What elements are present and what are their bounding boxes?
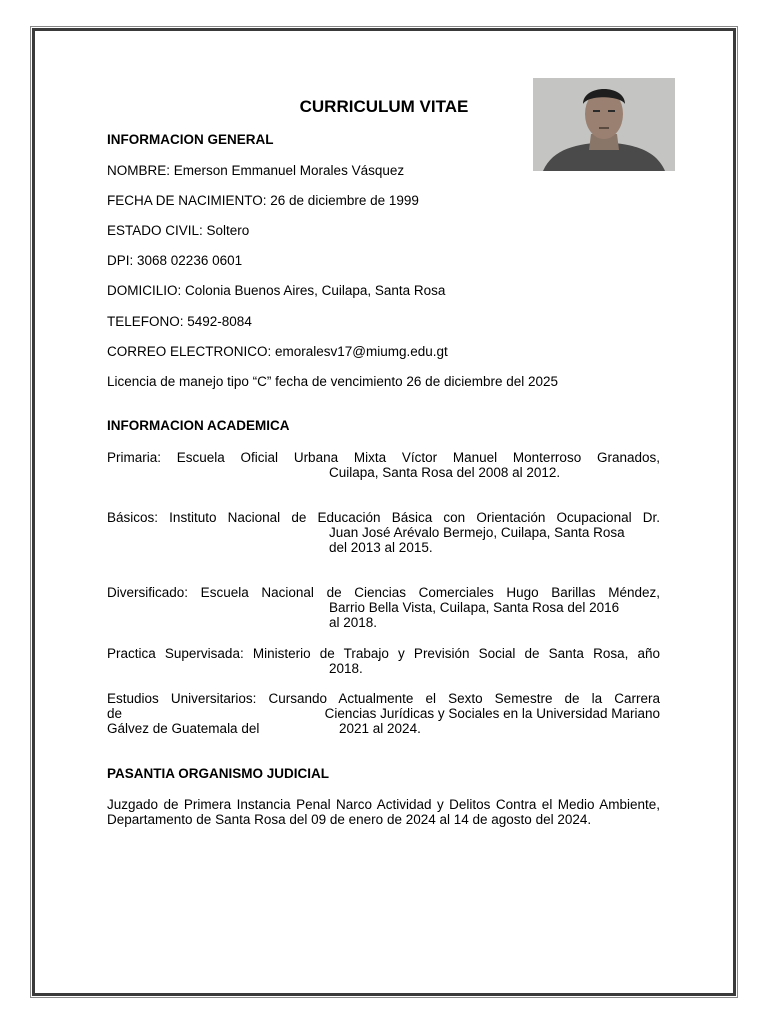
diversificado-line-2: Barrio Bella Vista, Cuilapa, Santa Rosa del 2016 — [329, 600, 620, 615]
practica-entry — [107, 646, 660, 676]
basicos-line-2: Juan José Arévalo Bermejo, Cuilapa, Santa Rosa — [329, 525, 625, 540]
civil-status-line: ESTADO CIVIL: Soltero — [107, 223, 250, 238]
pasantia-heading: PASANTIA ORGANISMO JUDICIAL — [107, 766, 330, 781]
primaria-entry — [107, 450, 660, 480]
email-line: CORREO ELECTRONICO: emoralesv17@miumg.edu.gt — [107, 344, 448, 359]
primaria-line-1: Primaria: Escuela Oficial Urbana Mixta Víctor Manuel Monterroso Granados, — [107, 450, 660, 465]
diversificado-entry — [107, 585, 660, 630]
universitarios-line-3a: Gálvez de Guatemala del — [107, 721, 260, 736]
diversificado-line-1: Diversificado: Escuela Nacional de Ciencias Comerciales Hugo Barillas Méndez, — [107, 585, 660, 600]
universitarios-entry — [107, 691, 660, 736]
universitarios-line-1: Estudios Universitarios: Cursando Actualmente el Sexto Semestre de la Carrera — [107, 691, 660, 706]
academic-heading: INFORMACION ACADEMICA — [107, 418, 290, 433]
license-line: Licencia de manejo tipo “C” fecha de vencimiento 26 de diciembre del 2025 — [107, 374, 559, 389]
universitarios-line-2a: de — [107, 706, 123, 721]
universitarios-line-3b: 2021 al 2024. — [339, 721, 421, 736]
basicos-line-3: del 2013 al 2015. — [329, 540, 433, 555]
basicos-line-1: Básicos: Instituto Nacional de Educación Básica con Orientación Ocupacional Dr. — [107, 510, 660, 525]
dpi-line: DPI: 3068 02236 0601 — [107, 253, 243, 268]
diversificado-line-3: al 2018. — [329, 615, 378, 630]
phone-line: TELEFONO: 5492-8084 — [107, 314, 252, 329]
name-line: NOMBRE: Emerson Emmanuel Morales Vásquez — [107, 163, 405, 178]
profile-photo — [533, 78, 675, 171]
practica-line-2: 2018. — [329, 661, 363, 676]
practica-line-1: Practica Supervisada: Ministerio de Trabajo y Previsión Social de Santa Rosa, año — [107, 646, 660, 661]
birthdate-line: FECHA DE NACIMIENTO: 26 de diciembre de 1999 — [107, 193, 419, 208]
primaria-line-2: Cuilapa, Santa Rosa del 2008 al 2012. — [329, 465, 561, 480]
document-title: CURRICULUM VITAE — [299, 97, 469, 116]
universitarios-line-2b: Ciencias Jurídicas y Sociales en la Universidad Mariano — [324, 706, 660, 721]
general-heading: INFORMACION GENERAL — [107, 132, 274, 147]
address-line: DOMICILIO: Colonia Buenos Aires, Cuilapa, Santa Rosa — [107, 283, 446, 298]
pasantia-text: Juzgado de Primera Instancia Penal Narco Actividad y Delitos Contra el Medio Ambiente, Departamento de Santa Rosa del 09 de enero de 2024 al 14 de agosto del 2024. — [107, 797, 660, 827]
basicos-entry — [107, 510, 660, 555]
